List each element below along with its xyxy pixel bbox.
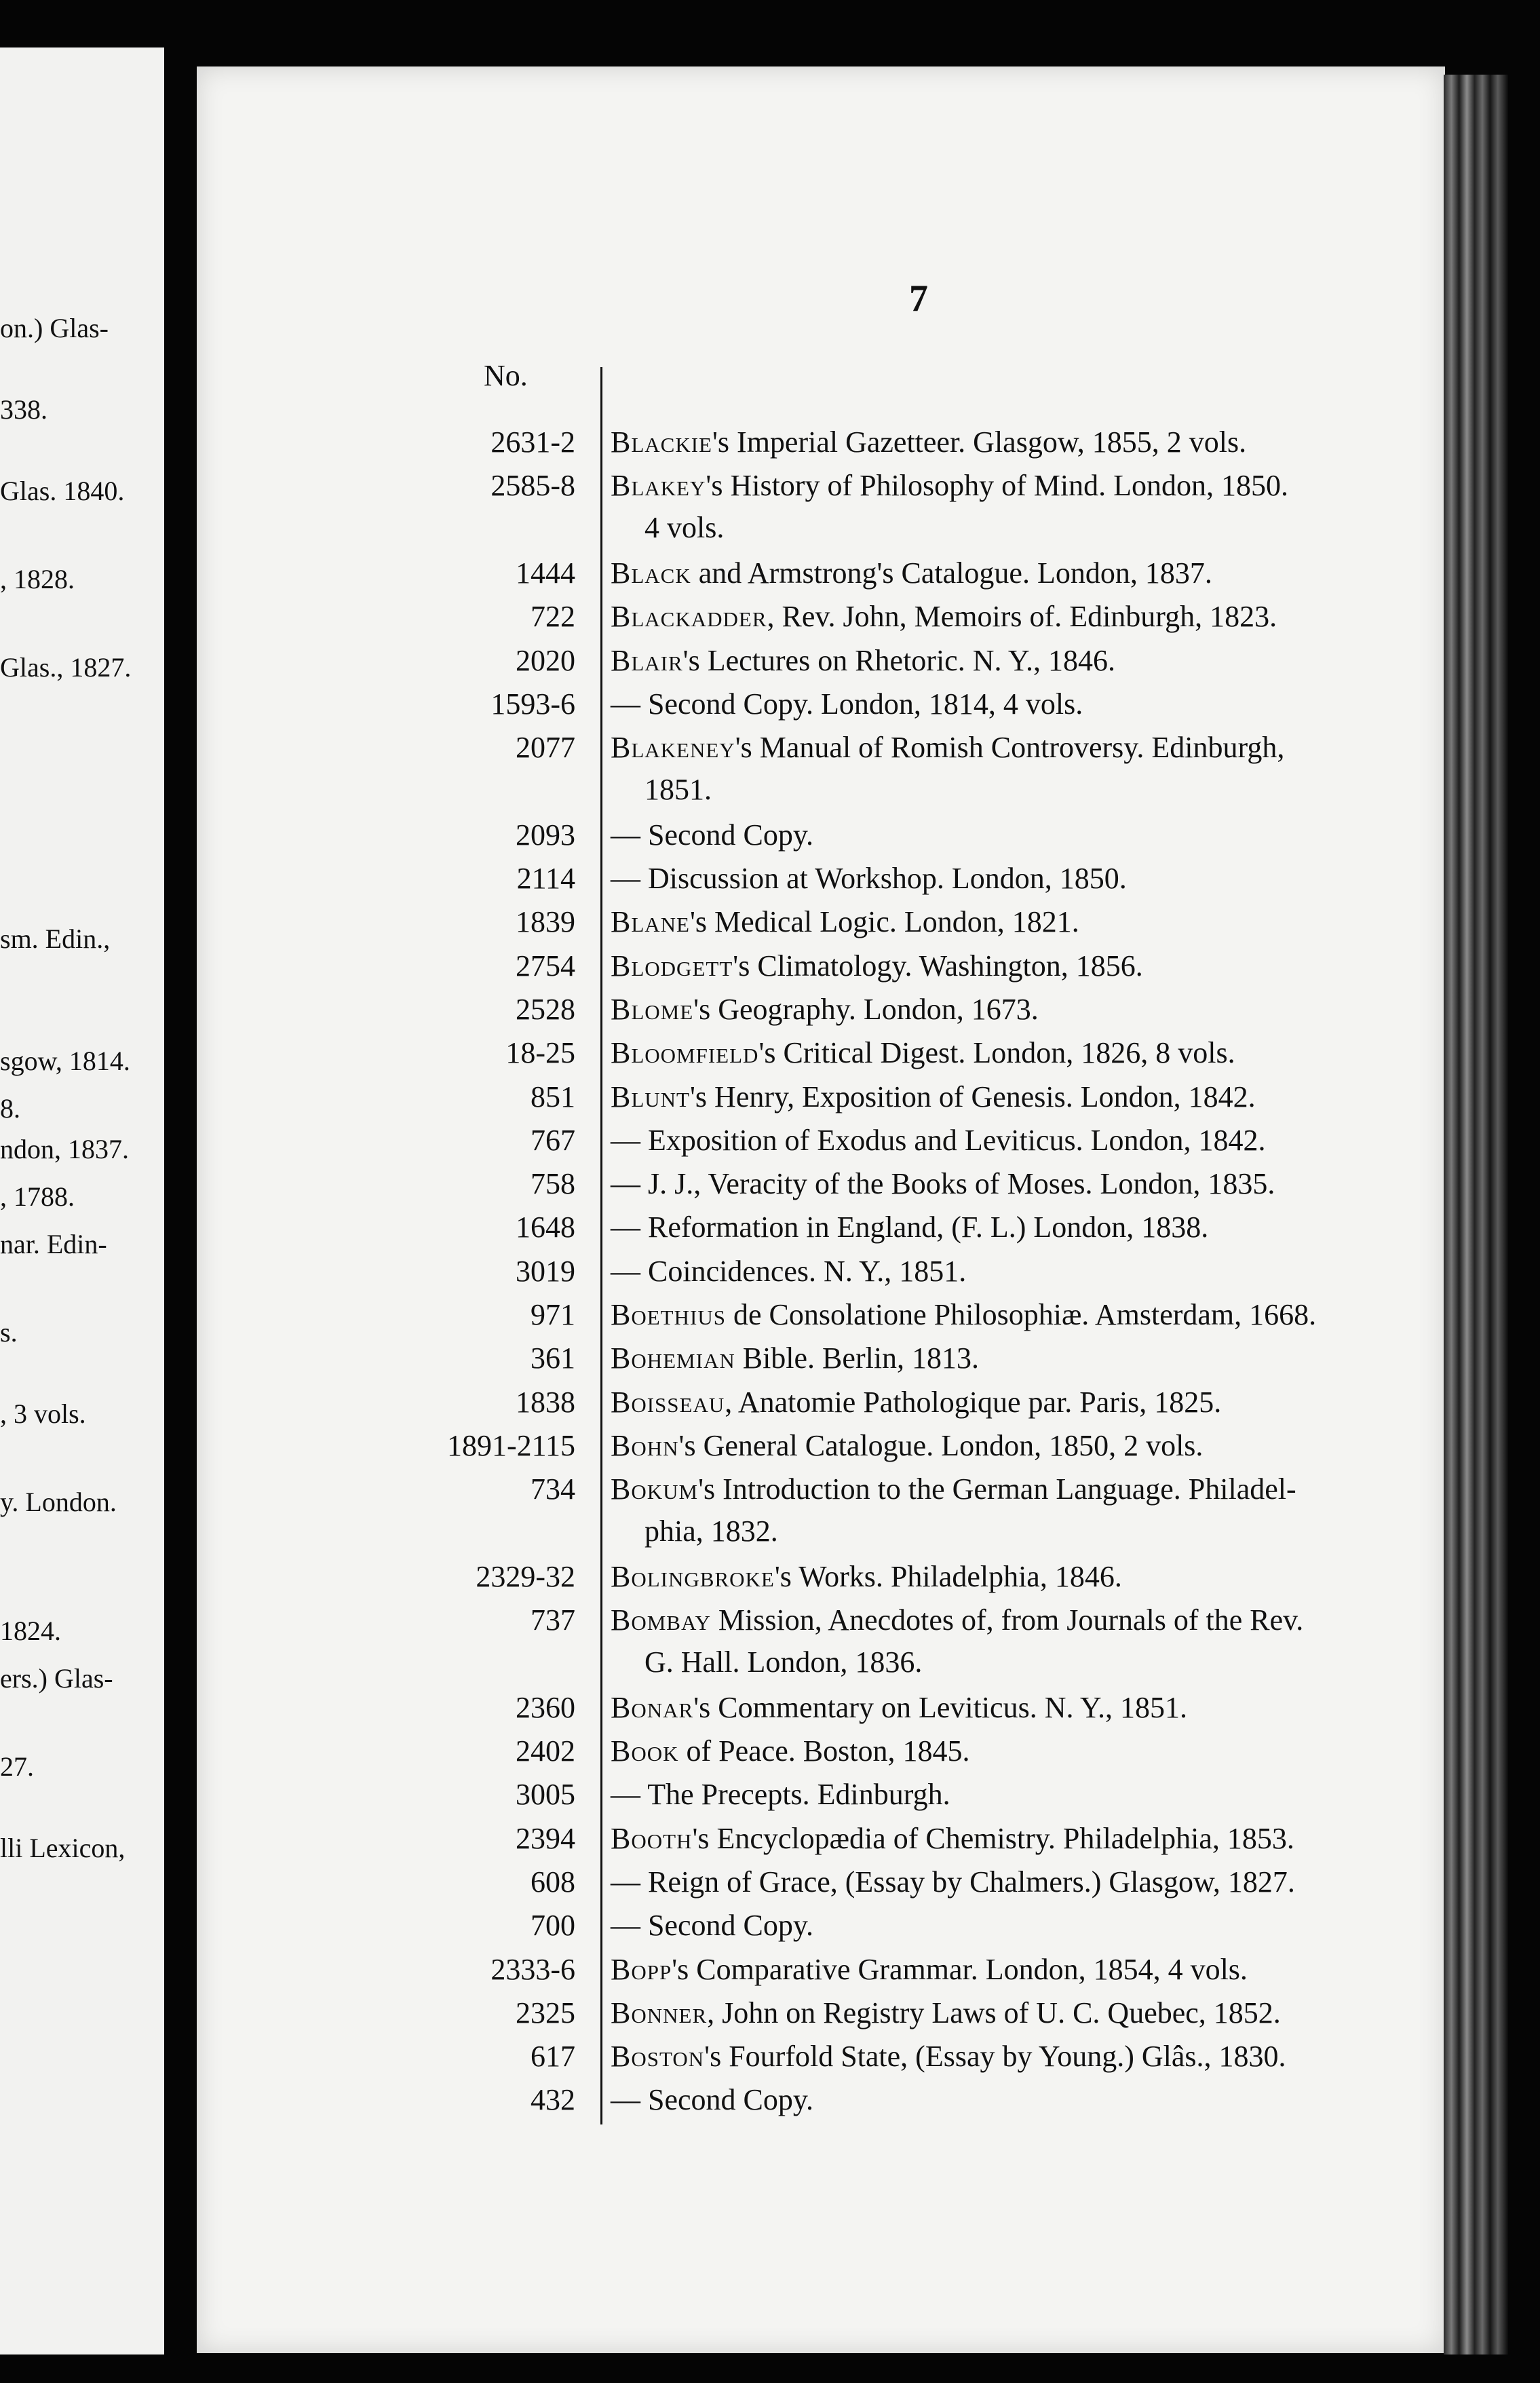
entry-author: Black bbox=[611, 556, 691, 590]
entry-continuation: 1851. bbox=[644, 773, 712, 807]
entry-details: — Second Copy. bbox=[611, 2083, 814, 2117]
entry-text bbox=[611, 468, 1289, 545]
entry-number: 767 bbox=[531, 1123, 575, 1157]
entry-author: Blakeney bbox=[611, 731, 735, 765]
left-page-text-fragment: 1824. bbox=[0, 1616, 61, 1646]
entry-author: Bloomfield bbox=[611, 1036, 759, 1070]
entry-details: Mission, Anecdotes of, from Journals of the Rev. bbox=[710, 1603, 1304, 1637]
catalogue-entry bbox=[400, 1865, 1431, 1908]
left-page-text-fragment: , 3 vols. bbox=[0, 1398, 86, 1429]
entry-text bbox=[611, 599, 1277, 634]
entry-text bbox=[611, 1385, 1221, 1419]
entry-details: 's Commentary on Leviticus. N. Y., 1851. bbox=[693, 1690, 1187, 1724]
entry-details: — Second Copy. bbox=[611, 818, 814, 852]
entry-text bbox=[611, 1210, 1208, 1244]
entry-number: 2631-2 bbox=[490, 425, 575, 459]
entry-number: 617 bbox=[531, 2040, 575, 2074]
catalogue-entry bbox=[400, 1996, 1431, 2039]
left-page-text-fragment: lli Lexicon, bbox=[0, 1833, 126, 1863]
entry-author: Blakey bbox=[611, 469, 706, 503]
entry-details: 's Geography. London, 1673. bbox=[693, 992, 1039, 1026]
catalogue-entry bbox=[400, 818, 1431, 861]
catalogue-entry bbox=[400, 1428, 1431, 1472]
entry-author: Blome bbox=[611, 992, 694, 1026]
entry-details: — J. J., Veracity of the Books of Moses. London, 1835. bbox=[611, 1167, 1275, 1201]
entry-text bbox=[611, 1865, 1295, 1899]
catalogue-entry bbox=[400, 904, 1431, 948]
catalogue-entry bbox=[400, 1690, 1431, 1734]
entry-text bbox=[611, 1996, 1281, 2030]
left-page-text-fragment: sm. Edin., bbox=[0, 923, 111, 954]
catalogue-entry bbox=[400, 1821, 1431, 1865]
entry-author: Blackie bbox=[611, 425, 712, 459]
catalogue-entry bbox=[400, 1734, 1431, 1777]
left-page-text-fragment: nar. Edin- bbox=[0, 1229, 107, 1259]
catalogue-entry bbox=[400, 1777, 1431, 1820]
entry-text bbox=[611, 1428, 1203, 1463]
entry-text bbox=[611, 1952, 1248, 1987]
entry-text bbox=[611, 643, 1115, 678]
entry-details: 's Encyclopædia of Chemistry. Philadelphia, 1853. bbox=[692, 1821, 1294, 1855]
entry-author: Bonner bbox=[611, 1996, 708, 2029]
entry-details: 's Works. Philadelphia, 1846. bbox=[774, 1559, 1122, 1593]
catalogue-entry bbox=[400, 2039, 1431, 2082]
entry-continuation: G. Hall. London, 1836. bbox=[644, 1645, 923, 1679]
entry-number: 1891-2115 bbox=[446, 1428, 575, 1462]
catalogue-entry bbox=[400, 1166, 1431, 1210]
left-page-text-fragment: Glas., 1827. bbox=[0, 652, 132, 683]
left-page-text-fragment: sgow, 1814. bbox=[0, 1046, 130, 1076]
entry-details: 's Critical Digest. London, 1826, 8 vols. bbox=[758, 1036, 1235, 1070]
entry-number: 2020 bbox=[516, 643, 575, 677]
entry-author: Blunt bbox=[611, 1080, 690, 1113]
entry-details: of Peace. Boston, 1845. bbox=[678, 1734, 970, 1768]
entry-details: , Anatomie Pathologique par. Paris, 1825. bbox=[725, 1385, 1222, 1419]
left-page-text-fragment: s. bbox=[0, 1317, 18, 1348]
catalogue-entry bbox=[400, 1559, 1431, 1603]
page-number: 7 bbox=[909, 278, 928, 320]
entry-details: — Exposition of Exodus and Leviticus. London, 1842. bbox=[611, 1123, 1266, 1157]
catalogue-entry bbox=[400, 1952, 1431, 1996]
catalogue-entry bbox=[400, 599, 1431, 643]
entry-text bbox=[611, 1559, 1122, 1594]
entry-details: — Coincidences. N. Y., 1851. bbox=[611, 1254, 967, 1288]
entry-number: 758 bbox=[531, 1167, 575, 1201]
entry-details: 's Climatology. Washington, 1856. bbox=[733, 949, 1143, 983]
catalogue-entry bbox=[400, 1385, 1431, 1428]
entry-details: 's Fourfold State, (Essay by Young.) Glâs., 1830. bbox=[704, 2040, 1286, 2074]
catalogue-entry bbox=[400, 687, 1431, 730]
entry-text bbox=[611, 818, 813, 852]
entry-number: 722 bbox=[531, 600, 575, 634]
entry-details: 's Imperial Gazetteer. Glasgow, 1855, 2 vols. bbox=[712, 425, 1247, 459]
entry-details: 's Manual of Romish Controversy. Edinburgh, bbox=[735, 731, 1285, 765]
entry-author: Bonar bbox=[611, 1690, 694, 1724]
entry-number: 2754 bbox=[516, 949, 575, 983]
left-page-text-fragment: Glas. 1840. bbox=[0, 476, 125, 506]
entry-details: , John on Registry Laws of U. C. Quebec, 1852. bbox=[707, 1996, 1281, 2029]
entry-details: 's Lectures on Rhetoric. N. Y., 1846. bbox=[682, 643, 1115, 677]
entry-author: Boethius bbox=[611, 1298, 726, 1331]
entry-text bbox=[611, 1123, 1265, 1158]
entry-text bbox=[611, 992, 1039, 1027]
entry-number: 2394 bbox=[516, 1821, 575, 1855]
entry-author: Blackadder bbox=[611, 600, 767, 634]
entry-text bbox=[611, 1341, 979, 1375]
entry-details: — Reign of Grace, (Essay by Chalmers.) Glasgow, 1827. bbox=[611, 1865, 1295, 1899]
left-page-text-fragment: ers.) Glas- bbox=[0, 1663, 113, 1694]
catalogue-entry bbox=[400, 1123, 1431, 1166]
entry-number: 2093 bbox=[516, 818, 575, 852]
entry-text bbox=[611, 1908, 813, 1943]
entry-text bbox=[611, 687, 1083, 721]
entry-text bbox=[611, 2039, 1286, 2074]
entry-details: de Consolatione Philosophiæ. Amsterdam, 1668. bbox=[725, 1298, 1317, 1331]
entry-author: Boston bbox=[611, 2040, 705, 2074]
entry-author: Boisseau bbox=[611, 1385, 725, 1419]
entry-text bbox=[611, 861, 1127, 896]
entry-number: 851 bbox=[531, 1080, 575, 1113]
entry-text bbox=[611, 1297, 1316, 1332]
entry-text bbox=[611, 1734, 969, 1768]
entry-author: Blane bbox=[611, 905, 690, 939]
left-page-text-fragment: 27. bbox=[0, 1751, 34, 1782]
entry-text bbox=[611, 730, 1285, 807]
entry-author: Bolingbroke bbox=[611, 1559, 775, 1593]
catalogue-page bbox=[197, 66, 1445, 2353]
entry-details: — Second Copy. bbox=[611, 1909, 814, 1943]
entry-number: 1839 bbox=[516, 905, 575, 939]
entry-number: 2360 bbox=[516, 1690, 575, 1724]
left-page-text-fragment: on.) Glas- bbox=[0, 313, 109, 343]
catalogue-entry bbox=[400, 1297, 1431, 1341]
entry-text bbox=[611, 1690, 1187, 1725]
entry-details: — Reformation in England, (F. L.) London, 1838. bbox=[611, 1210, 1209, 1244]
entry-number: 1648 bbox=[516, 1210, 575, 1244]
entry-number: 2114 bbox=[516, 862, 575, 895]
entry-text bbox=[611, 1472, 1296, 1548]
entry-details: and Armstrong's Catalogue. London, 1837. bbox=[691, 556, 1212, 590]
entry-details: 's Henry, Exposition of Genesis. London, 1842. bbox=[690, 1080, 1256, 1113]
catalogue-entry bbox=[400, 1908, 1431, 1951]
number-column-header: No. bbox=[484, 359, 528, 392]
catalogue-entry bbox=[400, 992, 1431, 1035]
entry-number: 2077 bbox=[516, 731, 575, 765]
entry-author: Bohemian bbox=[611, 1341, 735, 1375]
catalogue-entry bbox=[400, 861, 1431, 904]
entry-details: 's General Catalogue. London, 1850, 2 vols. bbox=[678, 1428, 1204, 1462]
entry-text bbox=[611, 1080, 1256, 1114]
entry-text bbox=[611, 904, 1079, 939]
catalogue-entry bbox=[400, 1341, 1431, 1384]
entry-number: 971 bbox=[531, 1298, 575, 1331]
entry-text bbox=[611, 556, 1212, 590]
catalogue-entry bbox=[400, 643, 1431, 687]
catalogue-entry bbox=[400, 730, 1431, 807]
entry-details: 's History of Philosophy of Mind. London, 1850. bbox=[706, 469, 1289, 503]
left-page-text-fragment: 8. bbox=[0, 1093, 20, 1124]
catalogue-entry bbox=[400, 468, 1431, 545]
entry-details: 's Comparative Grammar. London, 1854, 4 vols. bbox=[672, 1952, 1248, 1986]
entry-number: 3019 bbox=[516, 1254, 575, 1288]
entry-author: Blair bbox=[611, 643, 683, 677]
entry-number: 3005 bbox=[516, 1778, 575, 1812]
entry-number: 2325 bbox=[516, 1996, 575, 2029]
entry-details: Bible. Berlin, 1813. bbox=[735, 1341, 980, 1375]
entry-number: 2585-8 bbox=[490, 469, 575, 503]
entry-details: — Discussion at Workshop. London, 1850. bbox=[611, 862, 1127, 895]
left-page-text-fragment: ndon, 1837. bbox=[0, 1134, 129, 1164]
entry-number: 18-25 bbox=[505, 1036, 575, 1070]
entry-number: 608 bbox=[531, 1865, 575, 1899]
entry-text bbox=[611, 1254, 966, 1289]
entry-number: 361 bbox=[531, 1341, 575, 1375]
entry-text bbox=[611, 1777, 950, 1812]
catalogue-entry bbox=[400, 1210, 1431, 1253]
entry-author: Book bbox=[611, 1734, 679, 1768]
entry-text bbox=[611, 1603, 1304, 1679]
entry-author: Bohn bbox=[611, 1428, 679, 1462]
entry-details: 's Introduction to the German Language. Philadel- bbox=[698, 1472, 1296, 1506]
catalogue-entry bbox=[400, 1603, 1431, 1679]
catalogue-entry bbox=[400, 1254, 1431, 1297]
left-page-text-fragment: , 1828. bbox=[0, 564, 75, 594]
entry-number: 2528 bbox=[516, 992, 575, 1026]
entry-author: Bopp bbox=[611, 1952, 672, 1986]
left-page-text-fragment: 338. bbox=[0, 394, 47, 425]
entry-text bbox=[611, 1035, 1235, 1070]
entry-details: 's Medical Logic. London, 1821. bbox=[690, 905, 1079, 939]
entry-number: 2329-32 bbox=[476, 1559, 575, 1593]
catalogue-entry bbox=[400, 2082, 1431, 2126]
catalogue-entry bbox=[400, 425, 1431, 468]
entry-text bbox=[611, 949, 1143, 983]
previous-page-fragment bbox=[0, 47, 164, 2355]
entry-author: Blodgett bbox=[611, 949, 733, 983]
entry-number: 2402 bbox=[516, 1734, 575, 1768]
entry-continuation: phia, 1832. bbox=[644, 1514, 778, 1548]
entry-text bbox=[611, 425, 1246, 459]
catalogue-entry bbox=[400, 556, 1431, 599]
catalogue-entry bbox=[400, 1472, 1431, 1548]
entry-author: Bokum bbox=[611, 1472, 699, 1506]
catalogue-entry bbox=[400, 949, 1431, 992]
entry-text bbox=[611, 1821, 1294, 1856]
entry-number: 700 bbox=[531, 1909, 575, 1943]
entry-number: 734 bbox=[531, 1472, 575, 1506]
entry-text bbox=[611, 2082, 813, 2117]
entry-number: 1593-6 bbox=[490, 687, 575, 721]
left-page-text-fragment: , 1788. bbox=[0, 1181, 75, 1212]
entry-details: — Second Copy. London, 1814, 4 vols. bbox=[611, 687, 1083, 721]
entry-details: — The Precepts. Edinburgh. bbox=[611, 1778, 950, 1812]
catalogue-entry bbox=[400, 1035, 1431, 1079]
entry-number: 737 bbox=[531, 1603, 575, 1637]
entry-number: 1444 bbox=[516, 556, 575, 590]
entry-number: 432 bbox=[531, 2083, 575, 2117]
catalogue-entry bbox=[400, 1080, 1431, 1123]
entry-text bbox=[611, 1166, 1275, 1201]
entry-number: 1838 bbox=[516, 1385, 575, 1419]
entry-details: , Rev. John, Memoirs of. Edinburgh, 1823. bbox=[767, 600, 1277, 634]
entry-author: Booth bbox=[611, 1821, 693, 1855]
entry-continuation: 4 vols. bbox=[644, 511, 725, 545]
left-page-text-fragment: y. London. bbox=[0, 1487, 117, 1517]
entry-author: Bombay bbox=[611, 1603, 711, 1637]
entry-number: 2333-6 bbox=[490, 1952, 575, 1986]
book-page-edges bbox=[1444, 75, 1508, 2355]
